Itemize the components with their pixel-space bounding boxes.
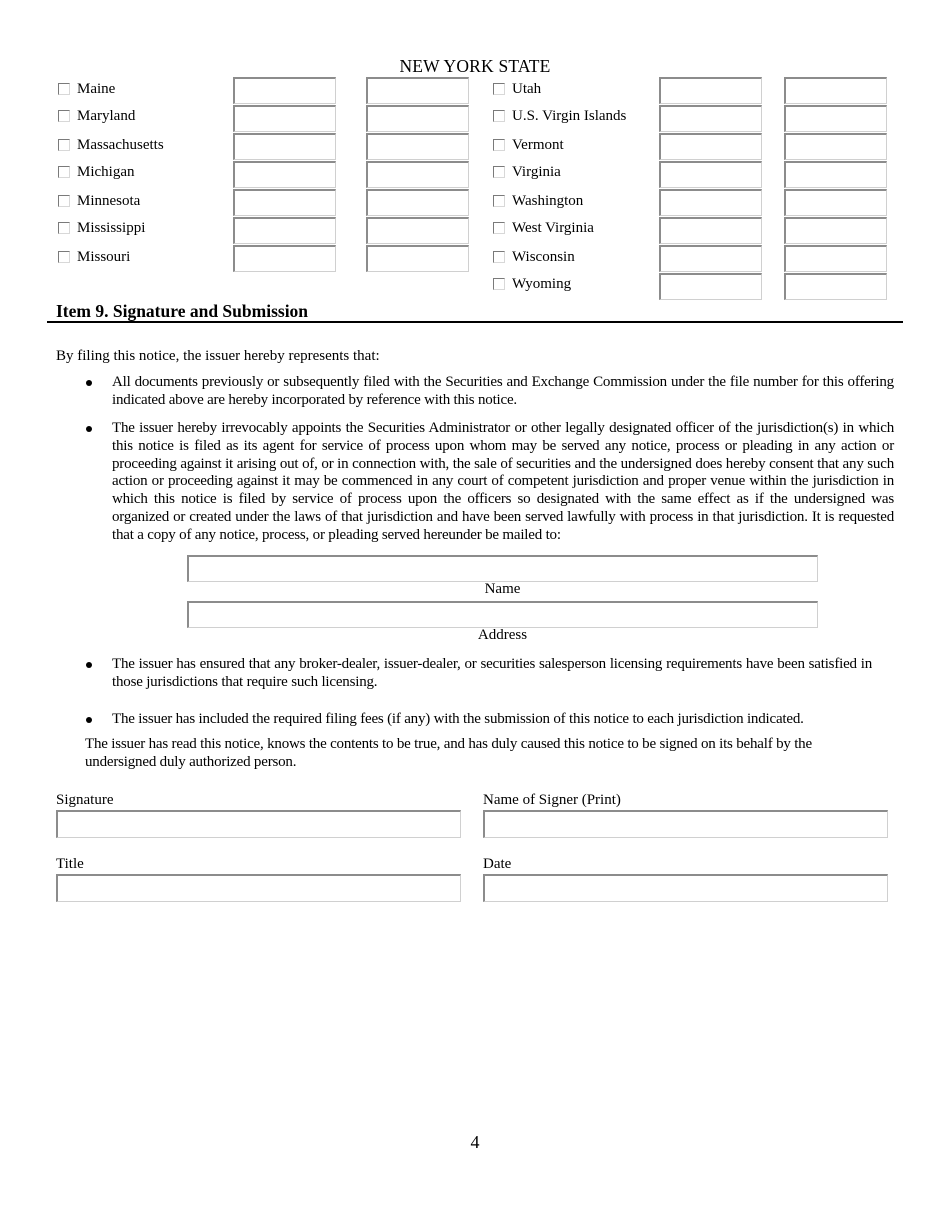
state-label-mississippi: Mississippi xyxy=(77,220,146,236)
signer-name-label: Name of Signer (Print) xyxy=(483,792,621,808)
input-utah-1[interactable] xyxy=(659,77,762,104)
agent-name-label: Name xyxy=(484,581,521,597)
input-west-virginia-2[interactable] xyxy=(784,217,887,244)
item9-closing-statement: The issuer has read this notice, knows the contents to be true, and has duly caused this notice to be signed on its behalf by the undersigned duly authorized person. xyxy=(85,736,812,770)
input-wisconsin-1[interactable] xyxy=(659,245,762,272)
state-label-us-virgin-islands: U.S. Virgin Islands xyxy=(512,108,627,124)
signature-input[interactable] xyxy=(56,810,461,838)
title-label: Title xyxy=(56,856,84,872)
checkbox-us-virgin-islands[interactable] xyxy=(493,110,505,122)
input-utah-2[interactable] xyxy=(784,77,887,104)
checkbox-wisconsin[interactable] xyxy=(493,251,505,263)
checkbox-missouri[interactable] xyxy=(58,251,70,263)
input-wisconsin-2[interactable] xyxy=(784,245,887,272)
agent-address-label: Address xyxy=(477,627,528,643)
input-mississippi-2[interactable] xyxy=(366,217,469,244)
input-washington-2[interactable] xyxy=(784,189,887,216)
state-label-missouri: Missouri xyxy=(77,249,131,265)
input-vermont-2[interactable] xyxy=(784,133,887,160)
state-label-maryland: Maryland xyxy=(77,108,136,124)
input-minnesota-2[interactable] xyxy=(366,189,469,216)
input-minnesota-1[interactable] xyxy=(233,189,336,216)
input-virginia-2[interactable] xyxy=(784,161,887,188)
state-label-michigan: Michigan xyxy=(77,164,135,180)
bullet-icon xyxy=(86,426,92,432)
checkbox-minnesota[interactable] xyxy=(58,195,70,207)
checkbox-maryland[interactable] xyxy=(58,110,70,122)
input-maine-2[interactable] xyxy=(366,77,469,104)
input-michigan-1[interactable] xyxy=(233,161,336,188)
title-input[interactable] xyxy=(56,874,461,902)
input-vermont-1[interactable] xyxy=(659,133,762,160)
checkbox-utah[interactable] xyxy=(493,83,505,95)
state-label-utah: Utah xyxy=(512,81,542,97)
input-west-virginia-1[interactable] xyxy=(659,217,762,244)
representation-bullet-3: The issuer has ensured that any broker-dealer, issuer-dealer, or securities salesperson licensing requirements have been satisfied in those jurisdictions that require such licensing. xyxy=(112,656,872,690)
date-label: Date xyxy=(483,856,512,872)
section-divider xyxy=(47,321,903,323)
bullet-icon xyxy=(86,717,92,723)
signer-name-input[interactable] xyxy=(483,810,888,838)
page-number: 4 xyxy=(470,1132,480,1152)
date-input[interactable] xyxy=(483,874,888,902)
state-label-wisconsin: Wisconsin xyxy=(512,249,575,265)
signature-label: Signature xyxy=(56,792,114,808)
input-us-virgin-islands-2[interactable] xyxy=(784,105,887,132)
checkbox-washington[interactable] xyxy=(493,195,505,207)
input-virginia-1[interactable] xyxy=(659,161,762,188)
state-label-wyoming: Wyoming xyxy=(512,276,572,292)
state-label-minnesota: Minnesota xyxy=(77,193,141,209)
agent-name-input[interactable] xyxy=(187,555,818,582)
representation-bullet-2: The issuer hereby irrevocably appoints the Securities Administrator or other legally designated officer of the jurisdiction(s) in which this notice is filed as its agent for service of process upon whom may be served any notice, process or pleading in any action or proceeding against it arising out of, or in connection with, the sale of securities and the undersigned does hereby consent that any such action or proceeding against it may be commenced in any court of competent jurisdiction and proper venue within the jurisdiction in which this notice is filed by service of process upon the officers so designated with the same effect as if the undersigned was organized or created under the laws of that jurisdiction and have been served lawfully with process in that jurisdiction. It is requested that a copy of any notice, process, or pleading served hereunder be mailed to: xyxy=(112,420,894,543)
checkbox-virginia[interactable] xyxy=(493,166,505,178)
state-label-washington: Washington xyxy=(512,193,584,209)
representation-bullet-1: All documents previously or subsequently filed with the Securities and Exchange Commission under the file number for this offering indicated above are hereby incorporated by reference with this notice. xyxy=(112,374,894,408)
bullet-icon xyxy=(86,380,92,386)
checkbox-west-virginia[interactable] xyxy=(493,222,505,234)
input-missouri-2[interactable] xyxy=(366,245,469,272)
checkbox-mississippi[interactable] xyxy=(58,222,70,234)
state-label-massachusetts: Massachusetts xyxy=(77,137,164,153)
item9-heading: Item 9. Signature and Submission xyxy=(56,301,309,321)
input-massachusetts-2[interactable] xyxy=(366,133,469,160)
input-maine-1[interactable] xyxy=(233,77,336,104)
checkbox-maine[interactable] xyxy=(58,83,70,95)
checkbox-vermont[interactable] xyxy=(493,139,505,151)
state-label-west-virginia: West Virginia xyxy=(512,220,594,236)
input-maryland-2[interactable] xyxy=(366,105,469,132)
input-wyoming-2[interactable] xyxy=(784,273,887,300)
input-maryland-1[interactable] xyxy=(233,105,336,132)
checkbox-wyoming[interactable] xyxy=(493,278,505,290)
input-wyoming-1[interactable] xyxy=(659,273,762,300)
representation-bullet-4: The issuer has included the required filing fees (if any) with the submission of this notice to each jurisdiction indicated. xyxy=(112,711,804,727)
state-label-vermont: Vermont xyxy=(512,137,564,153)
checkbox-massachusetts[interactable] xyxy=(58,139,70,151)
checkbox-michigan[interactable] xyxy=(58,166,70,178)
state-label-virginia: Virginia xyxy=(512,164,561,180)
page-header-state: NEW YORK STATE xyxy=(399,56,551,76)
input-missouri-1[interactable] xyxy=(233,245,336,272)
state-label-maine: Maine xyxy=(77,81,116,97)
input-us-virgin-islands-1[interactable] xyxy=(659,105,762,132)
agent-address-input[interactable] xyxy=(187,601,818,628)
bullet-icon xyxy=(86,662,92,668)
input-mississippi-1[interactable] xyxy=(233,217,336,244)
input-washington-1[interactable] xyxy=(659,189,762,216)
input-massachusetts-1[interactable] xyxy=(233,133,336,160)
item9-intro: By filing this notice, the issuer hereby represents that: xyxy=(56,348,380,364)
input-michigan-2[interactable] xyxy=(366,161,469,188)
